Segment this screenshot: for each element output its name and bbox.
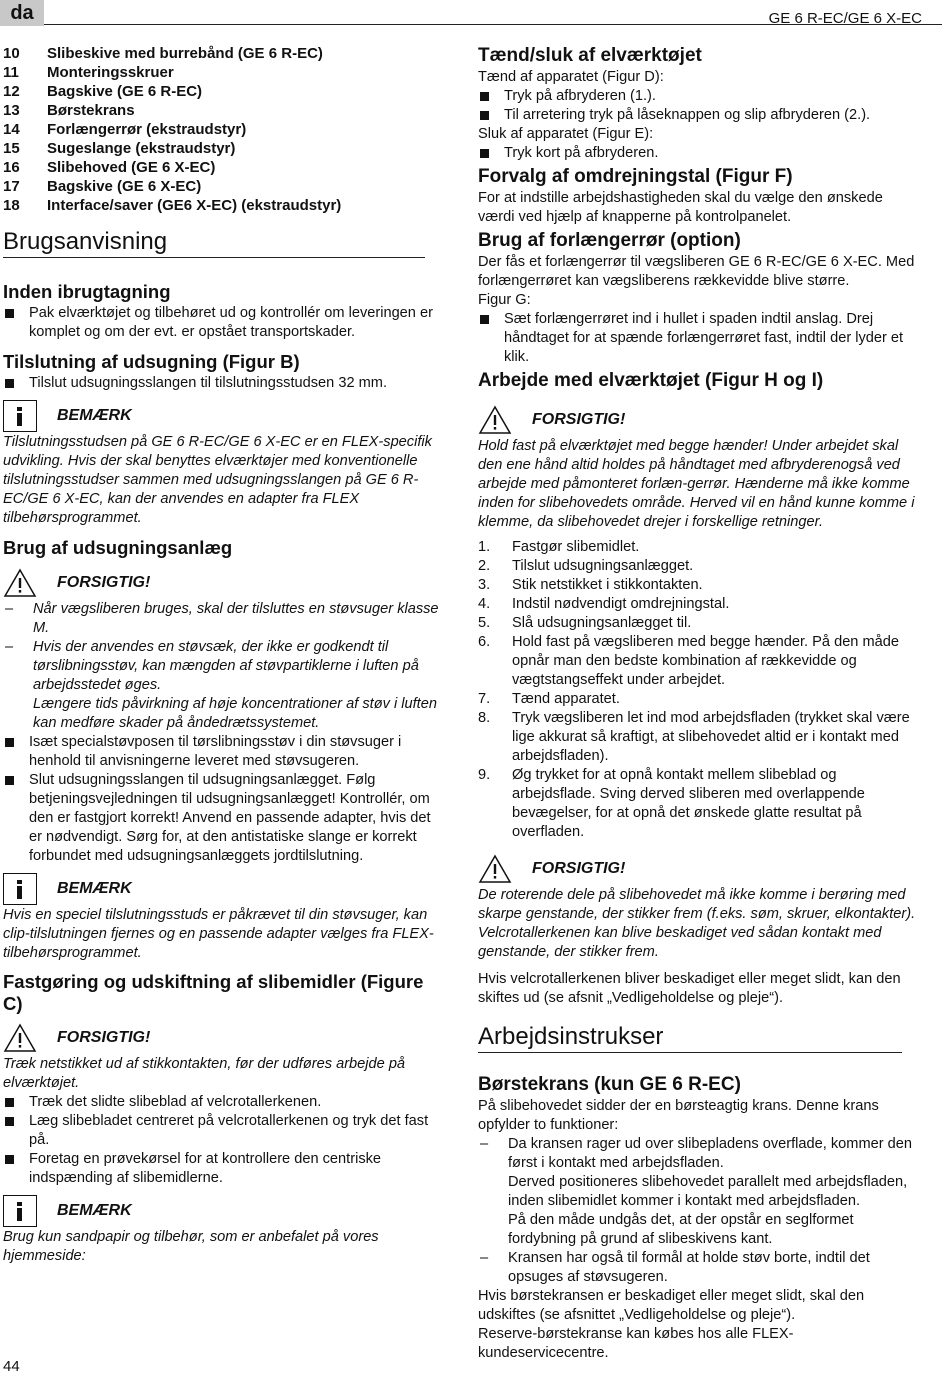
step-number: 6.: [478, 634, 491, 650]
step-item: [478, 766, 922, 842]
step-text: Tryk vægsliberen let ind mod arbejdsfladen (trykket skal være lige akkurat så kraftigt, at slibehovedet altid er i kontakt med arbejdsfladen).: [512, 710, 910, 764]
step-item: [478, 633, 922, 690]
step-number: 2.: [478, 558, 491, 574]
caution-header: [478, 852, 922, 886]
list-item-continued: Derved positioneres slibehovedet parallelt med arbejdsfladen, inden slibemidlet kommer i kontakt med arbejdsfladen.: [508, 1174, 908, 1209]
caution-label: FORSIGTIG!: [57, 574, 151, 591]
part-number: 10: [3, 45, 20, 62]
step-text: Øg trykket for at opnå kontakt mellem slibeblad og arbejdsflade. Sving derved sliberen med overlappende bevægelser, for at opnå det ønskede glatte resultat på overfladen.: [512, 767, 865, 840]
caution-text: Hold fast på elværktøjet med begge hænder! Under arbejdet skal den ene hånd altid holdes på håndtaget med afbryderenogså ved arbejde med påmonteret forlæn-gerrør. Hænderne må ikke komme inden for slibehovedets område. Herved vil en hånd kunne komme i klemme, da slibehovedet drejer i forskellige retninger.: [478, 438, 915, 530]
step-number: 8.: [478, 710, 491, 726]
part-number: 11: [3, 64, 19, 81]
part-name: Bagskive (GE 6 R-EC): [47, 83, 203, 100]
heading-usage: Brugsanvisning: [3, 227, 425, 258]
step-text: Tænd apparatet.: [512, 691, 620, 707]
heading-speed: Forvalg af omdrejningstal (Figur F): [478, 166, 793, 187]
list-item: Isæt specialstøvposen til tørslibningsstøv i din støvsuger i henhold til anvisningerne leveret med støvsugeren.: [3, 733, 443, 771]
part-number: 14: [3, 121, 20, 138]
part-number: 18: [3, 197, 20, 214]
caution-header: [478, 403, 922, 437]
list-item-continued: På den måde undgås det, at der opstår en seglformet fordybning på grund af slibeskivens kant.: [508, 1212, 854, 1247]
parts-list-item: [3, 63, 443, 82]
list-item: Tryk på afbryderen (1.).: [478, 87, 922, 106]
right-column: [478, 44, 922, 1363]
part-name: Monteringsskruer: [47, 64, 174, 81]
note-text: Hvis en speciel tilslutningsstuds er påkrævet til din støvsuger, kan clip-tilslutningen fjernes og en passende adapter vælges fra FLEX-tilbehørsprogrammet.: [3, 907, 434, 961]
step-item: [478, 614, 922, 633]
part-name: Slibehoved (GE 6 X-EC): [47, 159, 216, 176]
caution-text: De roterende dele på slibehovedet må ikke komme i berøring med skarpe genstande, der stikker frem (f.eks. søm, skruer, elkontakter). Velcrotallerkenen kan blive beskadiget ved sådan kontakt med genstande, der stikker frem.: [478, 887, 916, 960]
list-item: Slut udsugningsslangen til udsugningsanlægget. Følg betjeningsvejledningen til udsugningsanlægget! Kontrollér, om den er fastgjort korrekt! Anvend en passende adapter, hvis det er nødvendigt. Sørg for, at den antistatiske slange er korrekt forbundet med udsugningsanlæggets jordtilslutning.: [3, 771, 443, 866]
list-item: Tilslut udsugningsslangen til tilslutningsstudsen 32 mm.: [3, 374, 443, 393]
parts-list-item: [3, 44, 443, 63]
parts-list-item: [3, 120, 443, 139]
step-number: 7.: [478, 691, 491, 707]
heading-abrasive-change: Fastgøring og udskiftning af slibemidler (Figure C): [3, 971, 424, 1014]
part-number: 12: [3, 83, 20, 100]
steps-list: [478, 538, 922, 842]
left-column: [3, 44, 443, 1266]
info-icon: [3, 873, 37, 905]
heading-before-use: Inden ibrugtagning: [3, 281, 171, 302]
info-icon: [3, 400, 37, 432]
note-label: BEMÆRK: [57, 1202, 132, 1219]
step-number: 1.: [478, 539, 491, 555]
list-item-continued: Længere tids påvirkning af høje koncentrationer af støv i luften kan medføre skader på åndedrætssystemet.: [33, 696, 437, 731]
paragraph: Tænd af apparatet (Figur D):: [478, 69, 664, 85]
list-item: – Hvis der anvendes en støvsæk, der ikke er godkendt til tørslibningsstøv, kan mængden af støvpartiklerne i luften på arbejdsstedet øges.: [3, 638, 443, 695]
heading-brush-ring: Børstekrans (kun GE 6 R-EC): [478, 1074, 741, 1095]
step-text: Tilslut udsugningsanlægget.: [512, 558, 694, 574]
caution-header: [3, 566, 443, 600]
step-number: 4.: [478, 596, 491, 612]
heading-instructions: Arbejdsinstrukser: [478, 1022, 902, 1053]
step-number: 9.: [478, 767, 491, 783]
part-number: 13: [3, 102, 20, 119]
parts-list-item: [3, 177, 443, 196]
note-label: BEMÆRK: [57, 880, 132, 897]
heading-working: Arbejde med elværktøjet (Figur H og I): [478, 370, 824, 391]
heading-extension-tube: Brug af forlængerrør (option): [478, 230, 741, 251]
warning-icon: [478, 854, 512, 884]
paragraph: Hvis velcrotallerkenen bliver beskadiget eller meget slidt, kan den skiftes ud (se afsnit „Vedligeholdelse og pleje“).: [478, 971, 901, 1006]
part-name: Slibeskive med burrebånd (GE 6 R-EC): [47, 45, 323, 62]
list-item: Læg slibebladet centreret på velcrotallerkenen og tryk det fast på.: [3, 1112, 443, 1150]
caution-label: FORSIGTIG!: [532, 411, 626, 428]
note-text: Brug kun sandpapir og tilbehør, som er anbefalet på vores hjemmeside:: [3, 1229, 379, 1264]
step-text: Stik netstikket i stikkontakten.: [512, 577, 703, 593]
paragraph: På slibehovedet sidder der en børsteagtig krans. Denne krans opfylder to funktioner:: [478, 1098, 879, 1133]
heading-extraction-use: Brug af udsugningsanlæg: [3, 537, 233, 558]
parts-list-item: [3, 196, 443, 215]
model-name: GE 6 R-EC/GE 6 X-EC: [768, 10, 922, 27]
part-name: Sugeslange (ekstraudstyr): [47, 140, 236, 157]
paragraph: Sluk af apparatet (Figur E):: [478, 126, 654, 142]
list-item: Træk det slidte slibeblad af velcrotallerkenen.: [3, 1093, 443, 1112]
note-header: [3, 872, 443, 906]
step-text: Slå udsugningsanlægget til.: [512, 615, 692, 631]
part-name: Interface/saver (GE6 X-EC) (ekstraudstyr): [47, 197, 342, 214]
caution-header: [3, 1021, 443, 1055]
heading-on-off: Tænd/sluk af elværktøjet: [478, 45, 702, 66]
caution-label: FORSIGTIG!: [532, 860, 626, 877]
list-item: Foretag en prøvekørsel for at kontrollere den centriske indspænding af slibemidlerne.: [3, 1150, 443, 1188]
step-text: Indstil nødvendigt omdrejningstal.: [512, 596, 730, 612]
list-item: Til arretering tryk på låseknappen og slip afbryderen (2.).: [478, 106, 922, 125]
part-name: Bagskive (GE 6 X-EC): [47, 178, 202, 195]
page-number: 44: [3, 1358, 20, 1375]
note-text: Tilslutningsstudsen på GE 6 R-EC/GE 6 X-EC er en FLEX-specifik udvikling. Hvis der skal benyttes elværktøjer med konventionelle tilslutningsstudser sammen med udsugningsslangen på GE 6 R-EC/GE 6 X-EC, kan der anvendes en adapter fra FLEX tilbehørsprogrammet.: [3, 434, 432, 526]
caution-label: FORSIGTIG!: [57, 1029, 151, 1046]
step-item: [478, 576, 922, 595]
warning-icon: [478, 405, 512, 435]
note-label: BEMÆRK: [57, 407, 132, 424]
parts-list-item: [3, 82, 443, 101]
parts-list: [3, 44, 443, 215]
step-item: [478, 690, 922, 709]
step-item: [478, 557, 922, 576]
paragraph: Figur G:: [478, 292, 531, 308]
parts-list-item: [3, 139, 443, 158]
step-item: [478, 595, 922, 614]
warning-icon: [3, 1023, 37, 1053]
note-header: [3, 399, 443, 433]
list-item: – Da kransen rager ud over slibepladens overflade, kommer den først i kontakt med arbejdsfladen.: [478, 1135, 922, 1173]
part-number: 16: [3, 159, 20, 176]
list-item: Pak elværktøjet og tilbehøret ud og kontrollér om leveringen er komplet og om der evt. er opstået transportskader.: [3, 304, 443, 342]
part-number: 15: [3, 140, 20, 157]
paragraph: For at indstille arbejdshastigheden skal du vælge den ønskede værdi ved hjælp af knapperne på kontrolpanelet.: [478, 190, 883, 225]
step-item: [478, 709, 922, 766]
info-icon: [3, 1195, 37, 1227]
step-item: [478, 538, 922, 557]
parts-list-item: [3, 158, 443, 177]
heading-extraction-connection: Tilslutning af udsugning (Figur B): [3, 351, 300, 372]
part-number: 17: [3, 178, 20, 195]
language-tag: da: [0, 0, 44, 26]
paragraph: Hvis børstekransen er beskadiget eller meget slidt, skal den udskiftes (se afsnittet „Vedligeholdelse og pleje“).: [478, 1288, 865, 1323]
part-name: Børstekrans: [47, 102, 135, 119]
step-number: 3.: [478, 577, 491, 593]
part-name: Forlængerrør (ekstraudstyr): [47, 121, 247, 138]
list-item: Sæt forlængerrøret ind i hullet i spaden indtil anslag. Drej håndtaget for at spænde forlængerrøret fast, indtil der lyder et klik.: [478, 310, 922, 367]
list-item: Tryk kort på afbryderen.: [478, 144, 922, 163]
list-item: – Kransen har også til formål at holde støv borte, indtil det opsuges af støvsugeren.: [478, 1249, 922, 1287]
step-number: 5.: [478, 615, 491, 631]
step-text: Hold fast på vægsliberen med begge hænder. På den måde opnår man den bedste kombination af rækkevidde og vægtstangseffekt under arbejdet.: [512, 634, 899, 688]
paragraph: Der fås et forlængerrør til vægsliberen GE 6 R-EC/GE 6 X-EC. Med forlængerrøret kan vægsliberens rækkevidde blive større.: [478, 254, 915, 289]
step-text: Fastgør slibemidlet.: [512, 539, 640, 555]
warning-icon: [3, 568, 37, 598]
list-item: – Når vægsliberen bruges, skal der tilsluttes en støvsuger klasse M.: [3, 600, 443, 638]
parts-list-item: [3, 101, 443, 120]
note-header: [3, 1194, 443, 1228]
paragraph: Reserve-børstekranse kan købes hos alle FLEX-kundeservicecentre.: [478, 1326, 794, 1361]
caution-text: Træk netstikket ud af stikkontakten, før der udføres arbejde på elværktøjet.: [3, 1056, 406, 1091]
